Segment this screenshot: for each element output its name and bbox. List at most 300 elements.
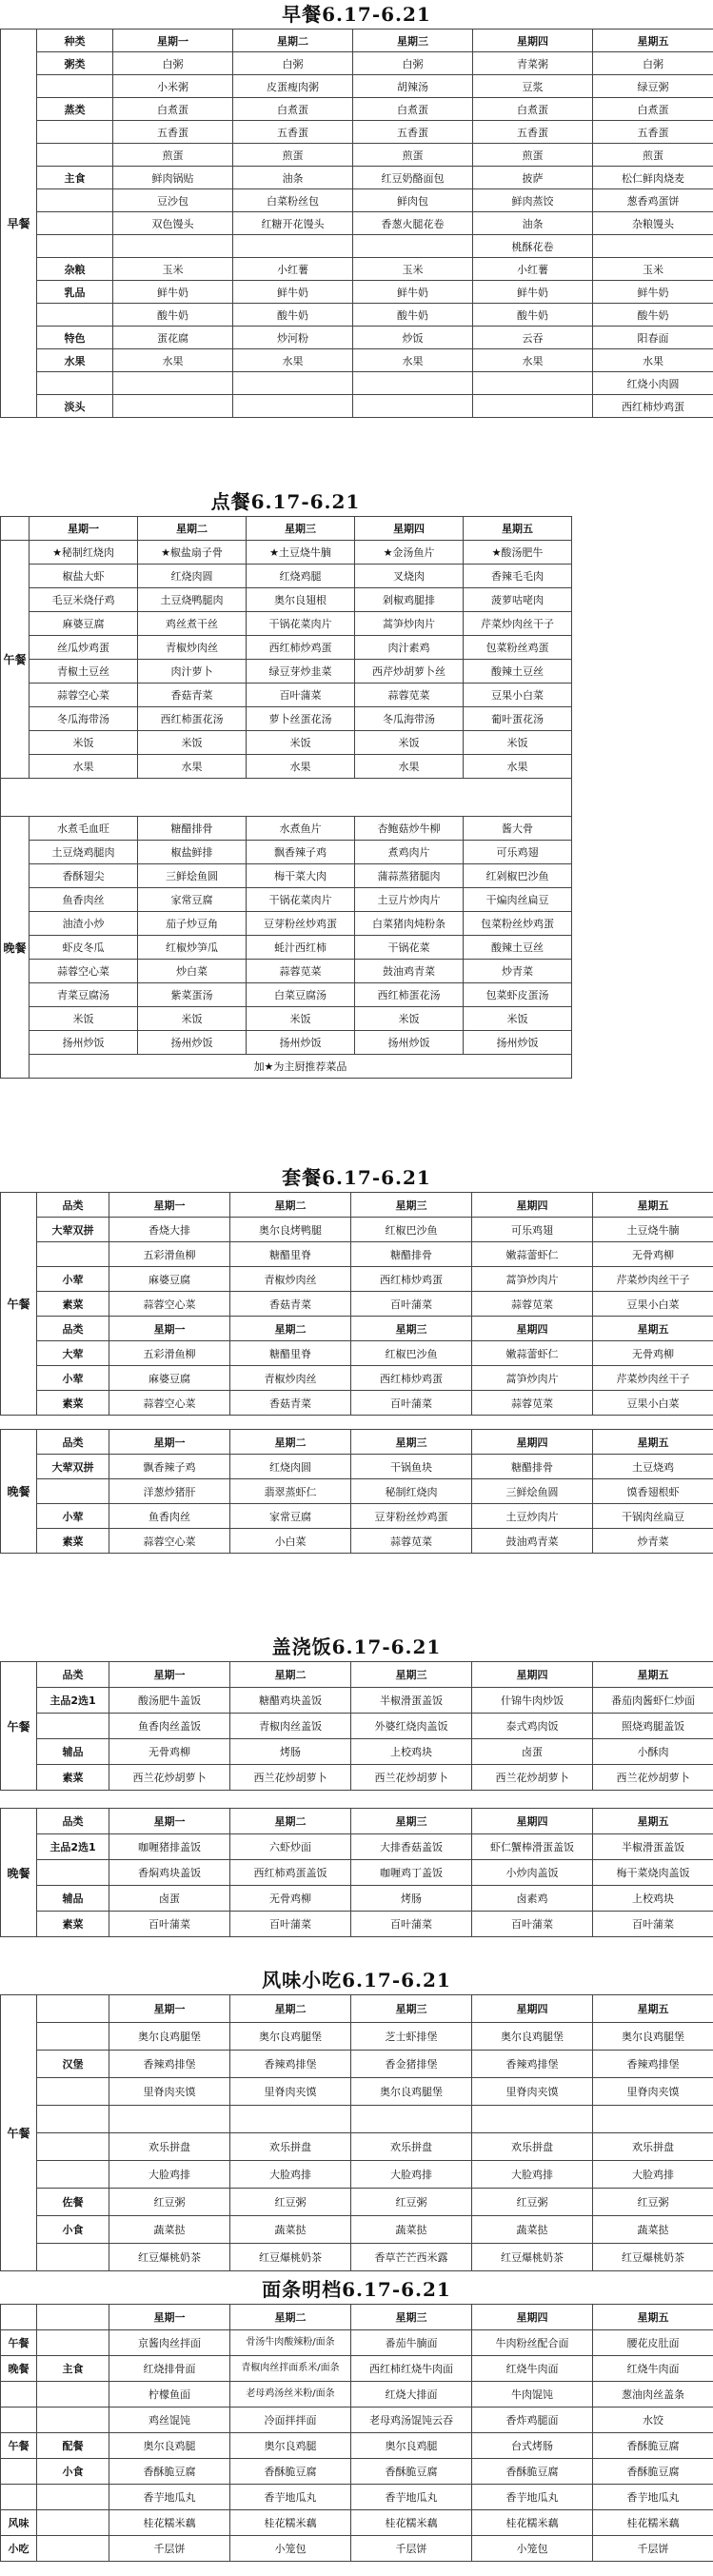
column-header: 星期三 xyxy=(351,1995,472,2023)
menu-item: 欢乐拼盘 xyxy=(109,2133,230,2161)
menu-item: 香辣鸡排堡 xyxy=(109,2051,230,2078)
category-label: 主品2选1 xyxy=(37,1688,109,1714)
menu-item xyxy=(230,2106,351,2133)
column-header: 星期二 xyxy=(230,2305,351,2330)
menu-item: 油条 xyxy=(233,167,353,189)
menu-item: 里脊肉夹馍 xyxy=(109,2078,230,2106)
menu-item: 白菜豆腐汤 xyxy=(247,983,355,1007)
menu-item: 西红柿红烧牛肉面 xyxy=(351,2356,472,2382)
menu-item: 香草芒芒西米露 xyxy=(351,2244,472,2271)
menu-item: 小白菜 xyxy=(230,1529,351,1554)
menu-item: 西红柿炒鸡蛋 xyxy=(247,636,355,660)
menu-item: 水果 xyxy=(593,349,713,372)
menu-item: 大脸鸡排 xyxy=(593,2161,713,2189)
snack-section xyxy=(0,1966,713,2275)
menu-item: 绿豆芽炒韭菜 xyxy=(247,660,355,684)
category-label: 粥类 xyxy=(37,52,113,75)
menu-item: 红豆爆桃奶茶 xyxy=(230,2244,351,2271)
menu-item: 青椒炒肉丝 xyxy=(138,636,247,660)
menu-item xyxy=(233,372,353,395)
menu-item: 包菜粉丝炒鸡蛋 xyxy=(464,912,572,936)
menu-item: 红烧大排面 xyxy=(351,2382,472,2408)
dim-table xyxy=(0,516,572,1079)
menu-item: 小红薯 xyxy=(233,258,353,281)
menu-item xyxy=(593,2106,713,2133)
menu-item: 蒜蓉苋菜 xyxy=(355,684,464,707)
menu-item: 红豆粥 xyxy=(230,2189,351,2216)
menu-item: 香炸鸡腿面 xyxy=(472,2408,593,2433)
table-row xyxy=(1,281,713,304)
menu-item: ★椒盐扇子骨 xyxy=(138,541,247,565)
rice-bowl-dinner-table xyxy=(0,1808,713,1937)
table-row xyxy=(1,1292,713,1317)
menu-item: 香酥脆豆腐 xyxy=(593,2433,713,2459)
noodle-section xyxy=(0,2275,713,2561)
column-header: 星期二 xyxy=(230,1995,351,2023)
breakfast-table xyxy=(0,29,713,418)
menu-item: 大脸鸡排 xyxy=(351,2161,472,2189)
menu-item: 上校鸡块 xyxy=(593,1886,713,1912)
menu-item: 豆芽粉丝炒鸡蛋 xyxy=(351,1504,472,1529)
menu-item: 蒜蓉空心菜 xyxy=(109,1292,230,1317)
menu-item: 鲜牛奶 xyxy=(113,281,233,304)
menu-item: 米饭 xyxy=(247,1007,355,1031)
menu-item: 麻婆豆腐 xyxy=(109,1267,230,1292)
menu-item: 五香蛋 xyxy=(233,121,353,144)
meal-label: 晚餐 xyxy=(1,2356,37,2382)
category-label xyxy=(37,121,113,144)
breakfast-title: 早餐6.17-6.21 xyxy=(282,3,431,26)
category-label: 主食 xyxy=(37,167,113,189)
menu-item: 嫩蒜蕾虾仁 xyxy=(472,1341,593,1366)
menu-item: 肉汁素鸡 xyxy=(355,636,464,660)
column-header: 星期五 xyxy=(593,2305,713,2330)
menu-item: 香辣毛毛肉 xyxy=(464,565,572,588)
table-row xyxy=(1,1366,713,1391)
menu-item: 白煮蛋 xyxy=(593,98,713,121)
column-header: 星期五 xyxy=(593,1995,713,2023)
menu-item xyxy=(109,2106,230,2133)
category-label: 特色 xyxy=(37,327,113,349)
menu-item: 红烧肉圆 xyxy=(138,565,247,588)
menu-item: 干锅花菜肉片 xyxy=(247,888,355,912)
menu-item: 糖醋排骨 xyxy=(351,1242,472,1267)
menu-item: 鸡丝馄饨 xyxy=(109,2408,230,2433)
menu-item: 米饭 xyxy=(355,731,464,755)
menu-item: 椒盐鲜排 xyxy=(138,841,247,864)
menu-item: 香辣鸡排堡 xyxy=(472,2051,593,2078)
menu-item: 杂粮馒头 xyxy=(593,212,713,235)
category-label xyxy=(37,2106,109,2133)
menu-item: 椒盐大虾 xyxy=(30,565,138,588)
menu-item: 水果 xyxy=(473,349,593,372)
column-header: 星期三 xyxy=(353,30,473,52)
meal-label: 午餐 xyxy=(1,1193,37,1416)
meal-label: 午餐 xyxy=(1,1995,37,2271)
category-label xyxy=(37,2382,109,2408)
column-header: 星期五 xyxy=(593,1662,713,1688)
menu-item: 酸辣土豆丝 xyxy=(464,936,572,960)
menu-item: 千层饼 xyxy=(351,2536,472,2562)
menu-item: 油渣小炒 xyxy=(30,912,138,936)
menu-item: 台式烤肠 xyxy=(472,2433,593,2459)
menu-item: 蒜蓉苋菜 xyxy=(472,1391,593,1416)
menu-item xyxy=(113,235,233,258)
menu-item: 水果 xyxy=(355,755,464,779)
category-label: 大荤双拼 xyxy=(37,1455,109,1479)
menu-item: 西红柿蛋花汤 xyxy=(138,707,247,731)
menu-item: 西兰花炒胡萝卜 xyxy=(109,1765,230,1791)
menu-item: 大脸鸡排 xyxy=(109,2161,230,2189)
spacer-cell xyxy=(1,779,572,817)
menu-item: 叉烧肉 xyxy=(355,565,464,588)
menu-item: 冬瓜海带汤 xyxy=(30,707,138,731)
menu-item: ★秘制红烧肉 xyxy=(30,541,138,565)
table-row xyxy=(1,121,713,144)
column-header: 种类 xyxy=(37,30,113,52)
category-label: 水果 xyxy=(37,349,113,372)
menu-item: 青菜豆腐汤 xyxy=(30,983,138,1007)
menu-item: 百叶蒲菜 xyxy=(593,1912,713,1937)
column-header: 星期四 xyxy=(472,1809,593,1834)
category-label: 大荤双拼 xyxy=(37,1218,109,1242)
noodle-table xyxy=(0,2304,713,2562)
category-label: 品类 xyxy=(37,1662,109,1688)
menu-item: 西红柿鸡蛋盖饭 xyxy=(230,1860,351,1886)
menu-item: 香金猪排堡 xyxy=(351,2051,472,2078)
menu-item: 飘香辣子鸡 xyxy=(247,841,355,864)
menu-item: 毛豆米烧仔鸡 xyxy=(30,588,138,612)
table-row xyxy=(1,372,713,395)
column-header: 星期四 xyxy=(472,1662,593,1688)
table-row xyxy=(1,1479,713,1504)
menu-item: 双色馒头 xyxy=(113,212,233,235)
table-row xyxy=(1,1912,713,1937)
meal-label: 风味 xyxy=(1,2510,37,2536)
menu-item: 白煮蛋 xyxy=(353,98,473,121)
menu-item: 西兰花炒胡萝卜 xyxy=(351,1765,472,1791)
menu-item: 西红柿炒鸡蛋 xyxy=(593,395,713,418)
menu-item: 糖醋排骨 xyxy=(472,1455,593,1479)
menu-item: 豆芽粉丝炒鸡蛋 xyxy=(247,912,355,936)
menu-item: 蔬菜挞 xyxy=(230,2216,351,2244)
menu-item: 包菜虾皮蛋汤 xyxy=(464,983,572,1007)
table-row xyxy=(1,327,713,349)
column-header: 星期四 xyxy=(472,1995,593,2023)
menu-item: 骨汤牛肉酸辣粉/面条 xyxy=(230,2330,351,2356)
menu-item: 香葱火腿花卷 xyxy=(353,212,473,235)
snack-table xyxy=(0,1994,713,2271)
menu-item: 腰花皮肚面 xyxy=(593,2330,713,2356)
set-meal-title: 套餐6.17-6.21 xyxy=(282,1166,431,1189)
menu-item: 玉米 xyxy=(353,258,473,281)
column-header: 星期二 xyxy=(230,1193,351,1218)
menu-item: 煎蛋 xyxy=(113,144,233,167)
menu-item: 虾仁蟹棒滑蛋盖饭 xyxy=(472,1834,593,1860)
menu-item: 红糖开花馒头 xyxy=(233,212,353,235)
menu-item: 半椒滑蛋盖饭 xyxy=(593,1834,713,1860)
table-row xyxy=(1,52,713,75)
menu-item: 红烧鸡腿 xyxy=(247,565,355,588)
set-meal-dinner-table xyxy=(0,1429,713,1554)
menu-item: 鲜牛奶 xyxy=(233,281,353,304)
table-row xyxy=(1,75,713,98)
menu-item: 香烧大排 xyxy=(109,1218,230,1242)
menu-item: 白粥 xyxy=(593,52,713,75)
menu-item: 干锅花菜肉片 xyxy=(247,612,355,636)
menu-item xyxy=(472,2106,593,2133)
menu-item: 冬瓜海带汤 xyxy=(355,707,464,731)
table-row xyxy=(1,395,713,418)
menu-item: 葱油肉丝盖条 xyxy=(593,2382,713,2408)
menu-item: 青椒土豆丝 xyxy=(30,660,138,684)
column-header: 星期四 xyxy=(472,2305,593,2330)
table-row xyxy=(1,235,713,258)
table-row xyxy=(1,1341,713,1366)
category-label: 蒸类 xyxy=(37,98,113,121)
menu-item: 无骨鸡柳 xyxy=(593,1341,713,1366)
meal-label: 午餐 xyxy=(1,2433,37,2459)
table-row xyxy=(1,1317,713,1341)
menu-item: 小米粥 xyxy=(113,75,233,98)
category-label: 杂粮 xyxy=(37,258,113,281)
meal-label: 午餐 xyxy=(1,541,30,779)
menu-item: 糖醋鸡块盖饭 xyxy=(230,1688,351,1714)
menu-item: 百叶蒲菜 xyxy=(351,1391,472,1416)
menu-item: 欢乐拼盘 xyxy=(593,2133,713,2161)
menu-item: 水果 xyxy=(30,755,138,779)
menu-item xyxy=(473,372,593,395)
category-label xyxy=(37,2078,109,2106)
menu-item: 酸牛奶 xyxy=(473,304,593,327)
column-header: 星期四 xyxy=(472,1317,593,1341)
column-header: 星期一 xyxy=(109,1317,230,1341)
column-header: 星期二 xyxy=(230,1809,351,1834)
table-row xyxy=(1,1193,713,1218)
menu-item: 蒜蓉苋菜 xyxy=(472,1292,593,1317)
menu-item: 桂花糯米藕 xyxy=(109,2510,230,2536)
menu-item: 干锅花菜 xyxy=(355,936,464,960)
menu-item: 西红柿炒鸡蛋 xyxy=(351,1267,472,1292)
menu-item: 百叶蒲菜 xyxy=(247,684,355,707)
table-row xyxy=(1,144,713,167)
column-header: 星期一 xyxy=(109,1193,230,1218)
menu-item: 无骨鸡柳 xyxy=(109,1739,230,1765)
column-header: 星期一 xyxy=(109,1995,230,2023)
menu-item: 煎蛋 xyxy=(473,144,593,167)
column-header: 星期一 xyxy=(30,517,138,541)
meal-label: 晚餐 xyxy=(1,1430,37,1554)
menu-item: 大脸鸡排 xyxy=(472,2161,593,2189)
column-header: 星期四 xyxy=(355,517,464,541)
menu-item: 六虾炒面 xyxy=(230,1834,351,1860)
menu-item: 白粥 xyxy=(233,52,353,75)
dim-section xyxy=(0,487,713,1163)
table-row xyxy=(1,1504,713,1529)
menu-item xyxy=(233,235,353,258)
column-header: 星期四 xyxy=(472,1193,593,1218)
table-row xyxy=(1,1529,713,1554)
category-label xyxy=(37,2161,109,2189)
meal-label xyxy=(1,2459,37,2485)
rice-bowl-lunch-table xyxy=(0,1661,713,1791)
category-label: 主食 xyxy=(37,2356,109,2382)
column-header: 星期一 xyxy=(109,1662,230,1688)
category-label: 辅品 xyxy=(37,1739,109,1765)
menu-item: 麻婆豆腐 xyxy=(109,1366,230,1391)
menu-item: 煎蛋 xyxy=(353,144,473,167)
menu-item: 小酥肉 xyxy=(593,1739,713,1765)
menu-item: 扬州炒饭 xyxy=(247,1031,355,1055)
menu-item: 米饭 xyxy=(464,1007,572,1031)
category-label xyxy=(37,144,113,167)
menu-item: 炒青菜 xyxy=(593,1529,713,1554)
menu-item: 水果 xyxy=(113,349,233,372)
menu-item: 五香蛋 xyxy=(353,121,473,144)
menu-item: 香酥脆豆腐 xyxy=(230,2459,351,2485)
menu-item: 炒饭 xyxy=(353,327,473,349)
menu-item: 梅干菜大肉 xyxy=(247,864,355,888)
table-row xyxy=(1,167,713,189)
category-label: 品类 xyxy=(37,1317,109,1341)
menu-item: 水果 xyxy=(464,755,572,779)
menu-item: 紫菜蛋汤 xyxy=(138,983,247,1007)
menu-item: 馍香翅根虾 xyxy=(593,1479,713,1504)
menu-item: 水果 xyxy=(138,755,247,779)
menu-item: 香酥脆豆腐 xyxy=(472,2459,593,2485)
menu-item: 水果 xyxy=(353,349,473,372)
menu-item: 剁椒鸡腿排 xyxy=(355,588,464,612)
category-label: 小荤 xyxy=(37,1366,109,1391)
table-row xyxy=(1,1242,713,1267)
table-row xyxy=(1,1391,713,1416)
menu-item: 香酥脆豆腐 xyxy=(351,2459,472,2485)
menu-item: ★金汤鱼片 xyxy=(355,541,464,565)
meal-label xyxy=(1,2382,37,2408)
menu-item: 香辣鸡排堡 xyxy=(593,2051,713,2078)
menu-item: 奥尔良鸡腿堡 xyxy=(351,2078,472,2106)
corner-cell xyxy=(1,517,30,541)
menu-item: 芝士虾排堡 xyxy=(351,2023,472,2051)
menu-item: 卤素鸡 xyxy=(472,1886,593,1912)
menu-item: 菠萝咕咾肉 xyxy=(464,588,572,612)
category-label: 小食 xyxy=(37,2216,109,2244)
menu-item: 西兰花炒胡萝卜 xyxy=(230,1765,351,1791)
menu-item: 蔬菜挞 xyxy=(351,2216,472,2244)
meal-label xyxy=(1,2485,37,2510)
menu-item: 无骨鸡柳 xyxy=(230,1886,351,1912)
menu-item: 卤蛋 xyxy=(472,1739,593,1765)
menu-item: 香芋地瓜丸 xyxy=(593,2485,713,2510)
menu-item xyxy=(233,395,353,418)
menu-item: 米饭 xyxy=(138,1007,247,1031)
category-label: 配餐 xyxy=(37,2433,109,2459)
table-row xyxy=(1,1886,713,1912)
menu-item: 松仁鲜肉烧麦 xyxy=(593,167,713,189)
menu-item: 五香蛋 xyxy=(473,121,593,144)
menu-item xyxy=(113,372,233,395)
category-label: 品类 xyxy=(37,1193,109,1218)
menu-item: 酱大骨 xyxy=(464,817,572,841)
menu-item: 蒜蓉苋菜 xyxy=(351,1529,472,1554)
menu-item: 扬州炒饭 xyxy=(355,1031,464,1055)
category-label xyxy=(37,1479,109,1504)
menu-item: 可乐鸡翅 xyxy=(472,1218,593,1242)
category-label xyxy=(37,372,113,395)
category-label xyxy=(37,2408,109,2433)
menu-item: 皮蛋瘦肉粥 xyxy=(233,75,353,98)
menu-item: 红椒炒笋瓜 xyxy=(138,936,247,960)
menu-item: 蒜蓉空心菜 xyxy=(109,1391,230,1416)
menu-item: 奥尔良鸡腿 xyxy=(109,2433,230,2459)
menu-item: 丝瓜炒鸡蛋 xyxy=(30,636,138,660)
table-row xyxy=(1,1662,713,1688)
menu-item: 米饭 xyxy=(30,731,138,755)
column-header: 星期三 xyxy=(351,1193,472,1218)
table-row xyxy=(1,1765,713,1791)
meal-label xyxy=(1,2408,37,2433)
menu-item: 百叶蒲菜 xyxy=(351,1912,472,1937)
menu-item: 白煮蛋 xyxy=(473,98,593,121)
menu-item: 玉米 xyxy=(593,258,713,281)
category-label xyxy=(37,1995,109,2023)
menu-item: 千层饼 xyxy=(109,2536,230,2562)
menu-item: 芹菜炒肉丝干子 xyxy=(464,612,572,636)
menu-item: 红烧排骨面 xyxy=(109,2356,230,2382)
menu-item: 香芋地瓜丸 xyxy=(109,2485,230,2510)
menu-item: 鲜肉锅贴 xyxy=(113,167,233,189)
table-row xyxy=(1,98,713,121)
menu-item: 西红柿蛋花汤 xyxy=(355,983,464,1007)
menu-item: 牛肉粉丝配合面 xyxy=(472,2330,593,2356)
menu-item: 柠檬鱼面 xyxy=(109,2382,230,2408)
menu-item: 扬州炒饭 xyxy=(138,1031,247,1055)
category-label xyxy=(37,2536,109,2562)
meal-label: 早餐 xyxy=(1,30,37,418)
table-row xyxy=(1,258,713,281)
table-row xyxy=(1,1809,713,1834)
column-header: 星期三 xyxy=(351,1809,472,1834)
menu-item: 上校鸡块 xyxy=(351,1739,472,1765)
category-label: 小荤 xyxy=(37,1267,109,1292)
menu-item xyxy=(593,235,713,258)
column-header: 星期五 xyxy=(464,517,572,541)
menu-item: 酸牛奶 xyxy=(113,304,233,327)
menu-item: 米饭 xyxy=(355,1007,464,1031)
table-row xyxy=(1,212,713,235)
menu-item: 奥尔良鸡腿堡 xyxy=(472,2023,593,2051)
chef-note: 加★为主厨推荐菜品 xyxy=(30,1055,572,1079)
menu-item: 卤蛋 xyxy=(109,1886,230,1912)
category-label: 素菜 xyxy=(37,1912,109,1937)
menu-item: 蒜蓉空心菜 xyxy=(30,684,138,707)
menu-item: 油条 xyxy=(473,212,593,235)
menu-item: 里脊肉夹馍 xyxy=(472,2078,593,2106)
menu-item: 小笼包 xyxy=(472,2536,593,2562)
menu-item: 披萨 xyxy=(473,167,593,189)
menu-item: 土豆烧鸡 xyxy=(593,1455,713,1479)
menu-item: 西红柿炒鸡蛋 xyxy=(351,1366,472,1391)
menu-item: 香酥脆豆腐 xyxy=(109,2459,230,2485)
menu-item: 奥尔良翅根 xyxy=(247,588,355,612)
menu-item: 蚝汁西红柿 xyxy=(247,936,355,960)
menu-item: 番茄牛腩面 xyxy=(351,2330,472,2356)
menu-item: 白粥 xyxy=(353,52,473,75)
menu-item: 欢乐拼盘 xyxy=(230,2133,351,2161)
set-meal-lunch-table xyxy=(0,1192,713,1416)
category-label: 大荤 xyxy=(37,1341,109,1366)
category-label xyxy=(37,235,113,258)
